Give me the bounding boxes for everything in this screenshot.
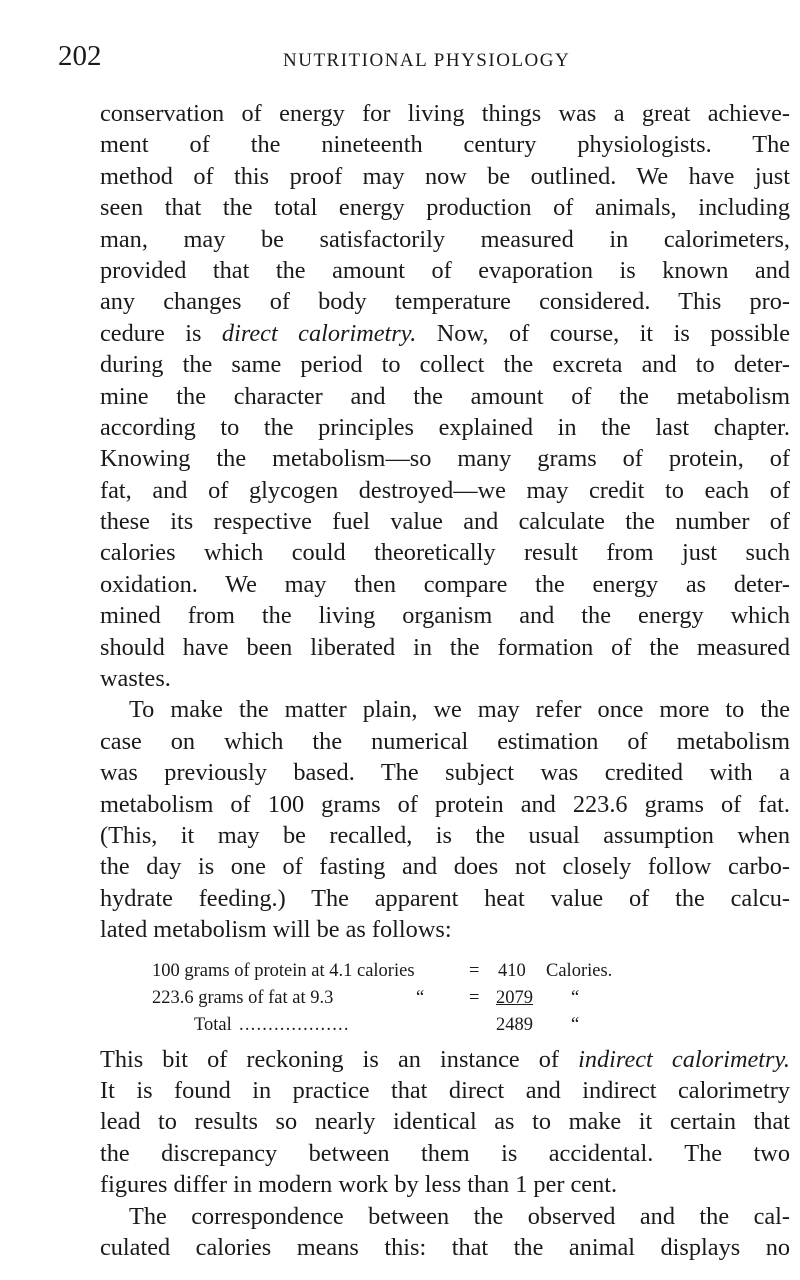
text-line: culated calories means this: that the animal displays no — [100, 1233, 790, 1261]
text-line: metabolism of 100 grams of protein and 223.6 grams of fat. — [100, 790, 790, 818]
text-line: any changes of body temperature considered. This pro- — [100, 288, 790, 316]
text-line: mined from the living organism and the energy which — [100, 602, 790, 630]
text-span: cedure is — [100, 319, 202, 347]
text-line: the discrepancy between them is accidental. The two — [100, 1139, 790, 1167]
text-line: mine the character and the amount of the metabolism — [100, 382, 790, 410]
text-line: provided that the amount of evaporation is known and — [100, 256, 790, 284]
calc-unit: “ — [571, 987, 580, 1008]
text-line: figures differ in modern work by less than 1 per cent. — [100, 1171, 618, 1199]
text-line: It is found in practice that direct and indirect calorimetry — [100, 1076, 790, 1104]
calc-item: Total — [194, 1014, 232, 1035]
text-line: fat, and of glycogen destroyed—we may credit to each of — [100, 476, 790, 504]
calc-equals: = — [469, 987, 480, 1008]
text-line: To make the matter plain, we may refer once more to the — [129, 696, 790, 724]
calc-row-total — [100, 1010, 790, 1036]
text-line: lated metabolism will be as follows: — [100, 916, 452, 944]
calc-value: 2079 — [496, 987, 533, 1008]
calc-unit: Calories. — [546, 960, 613, 981]
text-line: (This, it may be recalled, is the usual assumption when — [100, 821, 790, 849]
text-line: The correspondence between the observed and the cal- — [129, 1202, 790, 1230]
page-header — [58, 40, 758, 80]
calc-row-fat — [100, 983, 790, 1009]
body-text — [100, 98, 790, 1263]
text-line: calories which could theoretically result from just such — [100, 539, 790, 567]
text-line — [100, 1044, 790, 1075]
text-line: Knowing the metabolism—so many grams of protein, of — [100, 445, 790, 473]
text-line: conservation of energy for living things was a great achieve- — [100, 100, 790, 127]
page-number: 202 — [58, 40, 102, 72]
text-line: hydrate feeding.) The apparent heat value of the calcu- — [100, 884, 790, 912]
italic-term: direct calorimetry. — [221, 319, 417, 347]
calc-leader: ................... — [239, 1014, 350, 1035]
text-line: according to the principles explained in the last chapter. — [100, 413, 790, 441]
calc-equals: = — [469, 960, 480, 981]
text-line: man, may be satisfactorily measured in calorimeters, — [100, 225, 790, 253]
text-span: Now, of course, it is possible — [436, 319, 790, 347]
calc-row-protein — [100, 956, 790, 982]
text-line: these its respective fuel value and calculate the number of — [100, 508, 790, 536]
text-line: wastes. — [100, 665, 171, 693]
calorie-calculation — [100, 946, 790, 1044]
text-line: method of this proof may now be outlined. We have just — [100, 162, 790, 190]
text-line: lead to results so nearly identical as to make it certain that — [100, 1108, 790, 1136]
calc-total-value: 2489 — [496, 1014, 533, 1035]
text-line: seen that the total energy production of animals, including — [100, 194, 790, 222]
text-line: ment of the nineteenth century physiologists. The — [100, 131, 790, 159]
calc-item: 100 grams of protein at 4.1 calories — [152, 960, 415, 981]
text-line: oxidation. We may then compare the energy as deter- — [100, 570, 790, 598]
text-line: case on which the numerical estimation of metabolism — [100, 727, 790, 755]
calc-ditto: “ — [416, 987, 425, 1008]
italic-term: indirect calorimetry. — [578, 1045, 790, 1073]
text-line: during the same period to collect the excreta and to deter- — [100, 351, 790, 379]
running-head: NUTRITIONAL PHYSIOLOGY — [283, 50, 571, 71]
text-line: should have been liberated in the formation of the measured — [100, 633, 790, 661]
text-line: was previously based. The subject was credited with a — [100, 759, 790, 787]
text-span: This bit of reckoning is an instance of — [100, 1045, 559, 1073]
calc-unit: “ — [571, 1014, 580, 1035]
calc-value: 410 — [498, 960, 526, 981]
calc-item: 223.6 grams of fat at 9.3 — [152, 987, 334, 1008]
text-line — [100, 318, 790, 349]
text-line: the day is one of fasting and does not closely follow carbo- — [100, 853, 790, 881]
